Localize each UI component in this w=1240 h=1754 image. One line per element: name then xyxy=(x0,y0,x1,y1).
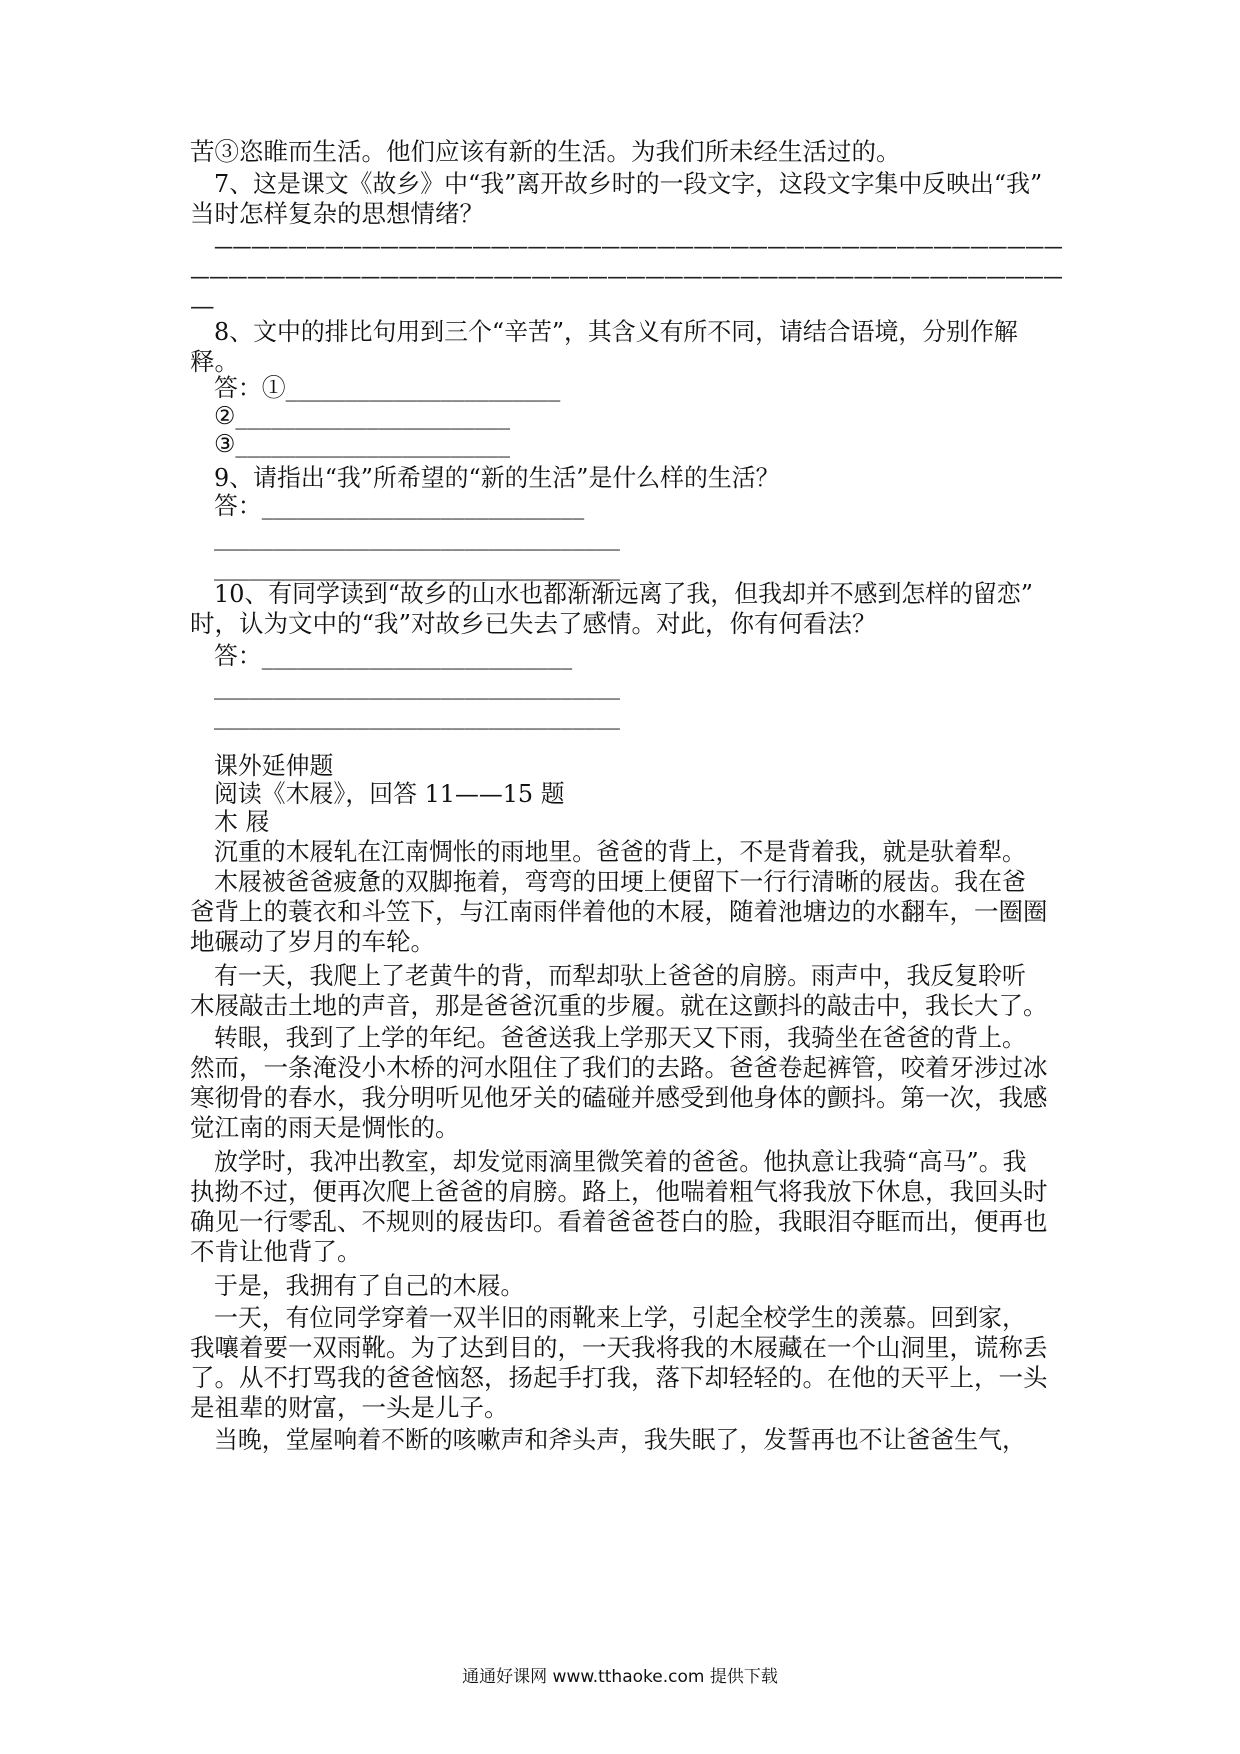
text-line: ②_______________________ xyxy=(214,401,511,430)
answer-line: —————————————————————————————————————————————— xyxy=(214,231,1063,260)
answer-line: —————————————————————————————————————————————— xyxy=(190,261,1063,290)
text-line: 了。从不打骂我的爸爸恼怒，扬起手打我，落下却轻轻的。在他的天平上，一头 xyxy=(190,1363,1048,1392)
text-line: 答：___________________________ xyxy=(214,491,585,520)
text-line: 于是，我拥有了自己的木屐。 xyxy=(214,1271,525,1300)
text-line: 9、请指出“我”所希望的“新的生活”是什么样的生活？ xyxy=(214,463,780,492)
page-footer: 通通好课网 www.tthaoke.com 提供下载 xyxy=(462,1667,778,1687)
text-line: 觉江南的雨天是惆怅的。 xyxy=(190,1113,460,1142)
text-line: 我嚷着要一双雨靴。为了达到目的，一天我将我的木屐藏在一个山洞里，谎称丢 xyxy=(190,1333,1048,1362)
text-line: 时，认为文中的“我”对故乡已失去了感情。对此，你有何看法？ xyxy=(190,609,877,638)
text-line: 8、文中的排比句用到三个“辛苦”，其含义有所不同，请结合语境，分别作解 xyxy=(214,317,1018,346)
text-line: 地碾动了岁月的车轮。 xyxy=(190,927,435,956)
text-line: 当晚，堂屋响着不断的咳嗽声和斧头声，我失眠了，发誓再也不让爸爸生气， xyxy=(214,1425,1026,1454)
text-line: 是祖辈的财富，一头是儿子。 xyxy=(190,1393,509,1422)
text-line: 木 屐 xyxy=(214,807,270,836)
text-line: __________________________________ xyxy=(214,701,620,730)
text-line: __________________________________ xyxy=(214,522,620,551)
text-line: 沉重的木屐轧在江南惆怅的雨地里。爸爸的背上，不是背着我，就是驮着犁。 xyxy=(214,837,1026,866)
text-line: 释。 xyxy=(190,347,239,376)
text-line: 放学时，我冲出教室，却发觉雨滴里微笑着的爸爸。他执意让我骑“高马”。我 xyxy=(214,1147,1027,1176)
text-line: ③_______________________ xyxy=(214,429,511,458)
text-line: 阅读《木屐》，回答 11——15 题 xyxy=(214,779,565,808)
text-line: 有一天，我爬上了老黄牛的背，而犁却驮上爸爸的肩膀。雨声中，我反复聆听 xyxy=(214,961,1026,990)
text-line: 确见一行零乱、不规则的屐齿印。看着爸爸苍白的脸，我眼泪夺眶而出，便再也 xyxy=(190,1207,1048,1236)
text-line: __________________________________ xyxy=(214,671,620,700)
text-line: 答：①_______________________ xyxy=(214,373,561,402)
text-line: 苦③恣睢而生活。他们应该有新的生活。为我们所未经生活过的。 xyxy=(190,137,901,166)
text-line: 课外延伸题 xyxy=(214,751,334,780)
text-line: 转眼，我到了上学的年纪。爸爸送我上学那天又下雨，我骑坐在爸爸的背上。 xyxy=(214,1023,1026,1052)
text-line: 执拗不过，便再次爬上爸爸的肩膀。路上，他喘着粗气将我放下休息，我回头时 xyxy=(190,1177,1048,1206)
answer-line: — xyxy=(190,291,214,320)
text-line: 答：__________________________ xyxy=(214,641,573,670)
text-line: 木屐敲击土地的声音，那是爸爸沉重的步履。就在这颤抖的敲击中，我长大了。 xyxy=(190,991,1048,1020)
text-line: 木屐被爸爸疲惫的双脚拖着，弯弯的田埂上便留下一行行清晰的屐齿。我在爸 xyxy=(214,867,1026,896)
text-line: 10、有同学读到“故乡的山水也都渐渐远离了我，但我却并不感到怎样的留恋” xyxy=(214,579,1033,608)
text-line: 不肯让他背了。 xyxy=(190,1237,362,1266)
text-line: 7、这是课文《故乡》中“我”离开故乡时的一段文字，这段文字集中反映出“我” xyxy=(214,169,1043,198)
text-line: 一天，有位同学穿着一双半旧的雨靴来上学，引起全校学生的羡慕。回到家， xyxy=(214,1303,1026,1332)
text-line: 然而，一条淹没小木桥的河水阻住了我们的去路。爸爸卷起裤管，咬着牙涉过冰 xyxy=(190,1053,1048,1082)
text-line: 爸背上的蓑衣和斗笠下，与江南雨伴着他的木屐，随着池塘边的水翻车，一圈圈 xyxy=(190,897,1048,926)
text-line: __________________________________ xyxy=(214,552,620,581)
text-line: 当时怎样复杂的思想情绪？ xyxy=(190,199,484,228)
text-line: 寒彻骨的春水，我分明听见他牙关的磕碰并感受到他身体的颤抖。第一次，我感 xyxy=(190,1083,1048,1112)
